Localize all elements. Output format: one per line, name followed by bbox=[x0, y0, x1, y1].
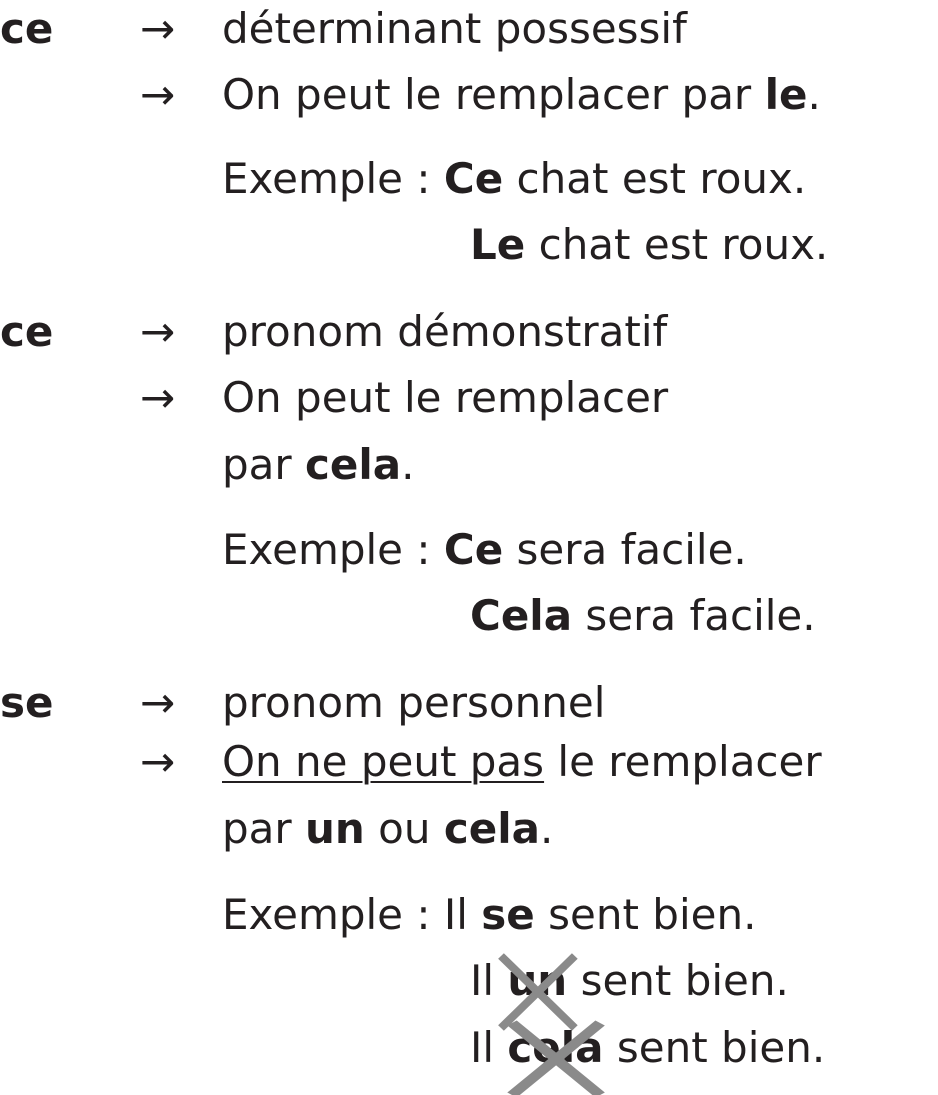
definition-3-line3: par un ou cela. bbox=[222, 804, 554, 853]
example-label: Exemple : bbox=[222, 890, 431, 939]
cross-icon bbox=[501, 956, 575, 1028]
example-2-line2: Cela sera facile. bbox=[470, 591, 816, 640]
definition-3-line1: pronom personnel bbox=[222, 678, 606, 727]
example-1-line2: Le chat est roux. bbox=[470, 220, 829, 269]
example-1-line1: Exemple : Ce chat est roux. bbox=[222, 154, 807, 203]
underlined-phrase: On ne peut pas bbox=[222, 737, 545, 786]
definition-3-line2: On ne peut pas le remplacer bbox=[222, 737, 822, 786]
term-se: se bbox=[0, 678, 54, 727]
example-3-line2: Il un sent bien. bbox=[470, 960, 789, 1002]
example-3-line3: Il cela sent bien. bbox=[470, 1027, 825, 1069]
definition-2-line3: par cela. bbox=[222, 440, 415, 489]
definition-2-line1: pronom démonstratif bbox=[222, 307, 668, 356]
example-2-line1: Exemple : Ce sera facile. bbox=[222, 525, 747, 574]
crossed-out-word: cela bbox=[507, 1027, 603, 1069]
definition-1-line2: On peut le remplacer par le. bbox=[222, 70, 821, 119]
crossed-out-word: un bbox=[507, 960, 567, 1002]
definition-1-line1: déterminant possessif bbox=[222, 4, 687, 53]
arrow-icon: → bbox=[140, 737, 176, 786]
arrow-icon: → bbox=[140, 373, 176, 422]
cross-icon bbox=[501, 1023, 611, 1095]
term-ce-1: ce bbox=[0, 4, 54, 53]
arrow-icon: → bbox=[140, 4, 176, 53]
example-label: Exemple : bbox=[222, 525, 431, 574]
term-ce-2: ce bbox=[0, 307, 54, 356]
arrow-icon: → bbox=[140, 70, 176, 119]
example-label: Exemple : bbox=[222, 154, 431, 203]
arrow-icon: → bbox=[140, 678, 176, 727]
example-3-line1: Exemple : Il se sent bien. bbox=[222, 890, 757, 939]
arrow-icon: → bbox=[140, 307, 176, 356]
definition-2-line2: On peut le remplacer bbox=[222, 373, 669, 422]
